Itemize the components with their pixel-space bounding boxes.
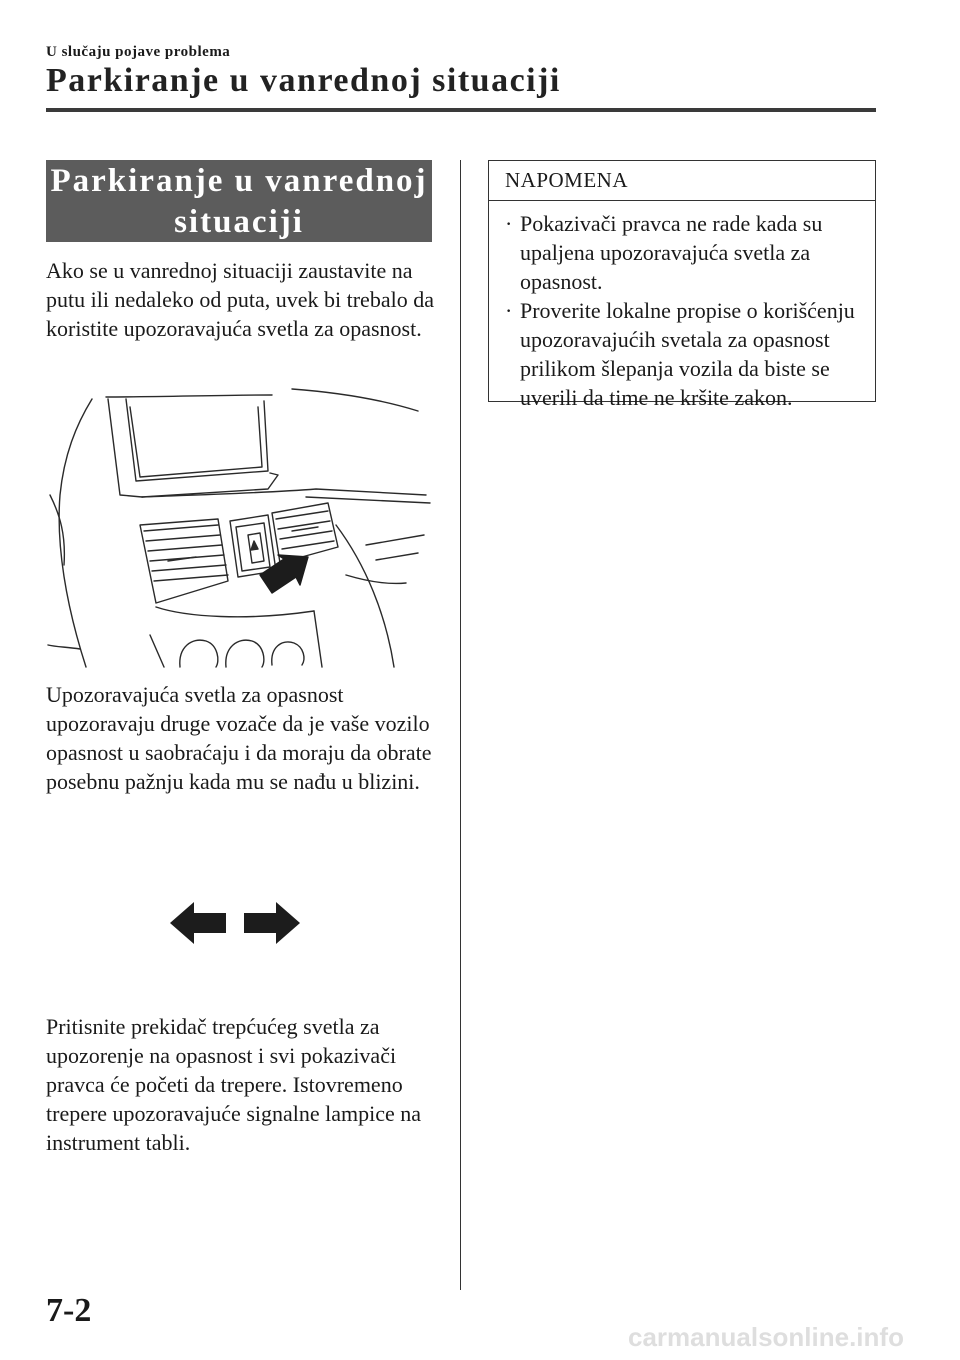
hazard-description-paragraph: Upozoravajuća svetla za opasnost upozoravaju druge vozače da je vaše vozilo opasnost u saobraćaju i da moraju da obrate posebnu pažnju kada mu se nađu u blizini. <box>46 682 432 794</box>
note-list <box>489 201 875 412</box>
bullet-icon: · <box>505 298 513 323</box>
note-item-text: Pokazivači pravca ne rade kada su upaljena upozoravajuća svetla za opasnost. <box>520 211 823 294</box>
chapter-label: U slučaju pojave problema <box>46 44 231 60</box>
section-banner <box>46 160 432 242</box>
switch-instruction-paragraph: Pritisnite prekidač trepćućeg svetla za upozorenje na opasnost i svi pokazivači pravca će početi da trepere. Istovremeno trepere upozoravajuće signalne lampice na instrument tabli. <box>46 1014 422 1155</box>
bullet-icon: · <box>505 211 513 236</box>
header-rule <box>46 108 876 112</box>
page-header-title: Parkiranje u vanrednoj situaciji <box>46 62 561 99</box>
note-item-text: Proverite lokalne propise o korišćenju upozoravajućih svetala za opasnost prilikom šlepanja vozila da biste se uverili da time ne kršite zakon. <box>520 298 855 410</box>
watermark: carmanualsonline.info <box>628 1322 904 1352</box>
note-box <box>488 160 876 410</box>
dashboard-hazard-switch-icon <box>46 385 432 670</box>
note-item <box>505 296 875 412</box>
note-heading: NAPOMENA <box>489 161 875 201</box>
note-item <box>505 209 875 296</box>
turn-signal-indicator-icon <box>170 900 300 946</box>
column-divider <box>460 160 461 1290</box>
page-number: 7-2 <box>46 1292 92 1329</box>
intro-paragraph: Ako se u vanrednoj situaciji zaustavite na putu ili nedaleko od puta, uvek bi trebalo da koristite upozoravajuća svetla za opasnost. <box>46 258 434 341</box>
section-banner-line1: Parkiranje u vanrednoj <box>50 163 428 199</box>
section-banner-line2: situaciji <box>174 204 304 240</box>
